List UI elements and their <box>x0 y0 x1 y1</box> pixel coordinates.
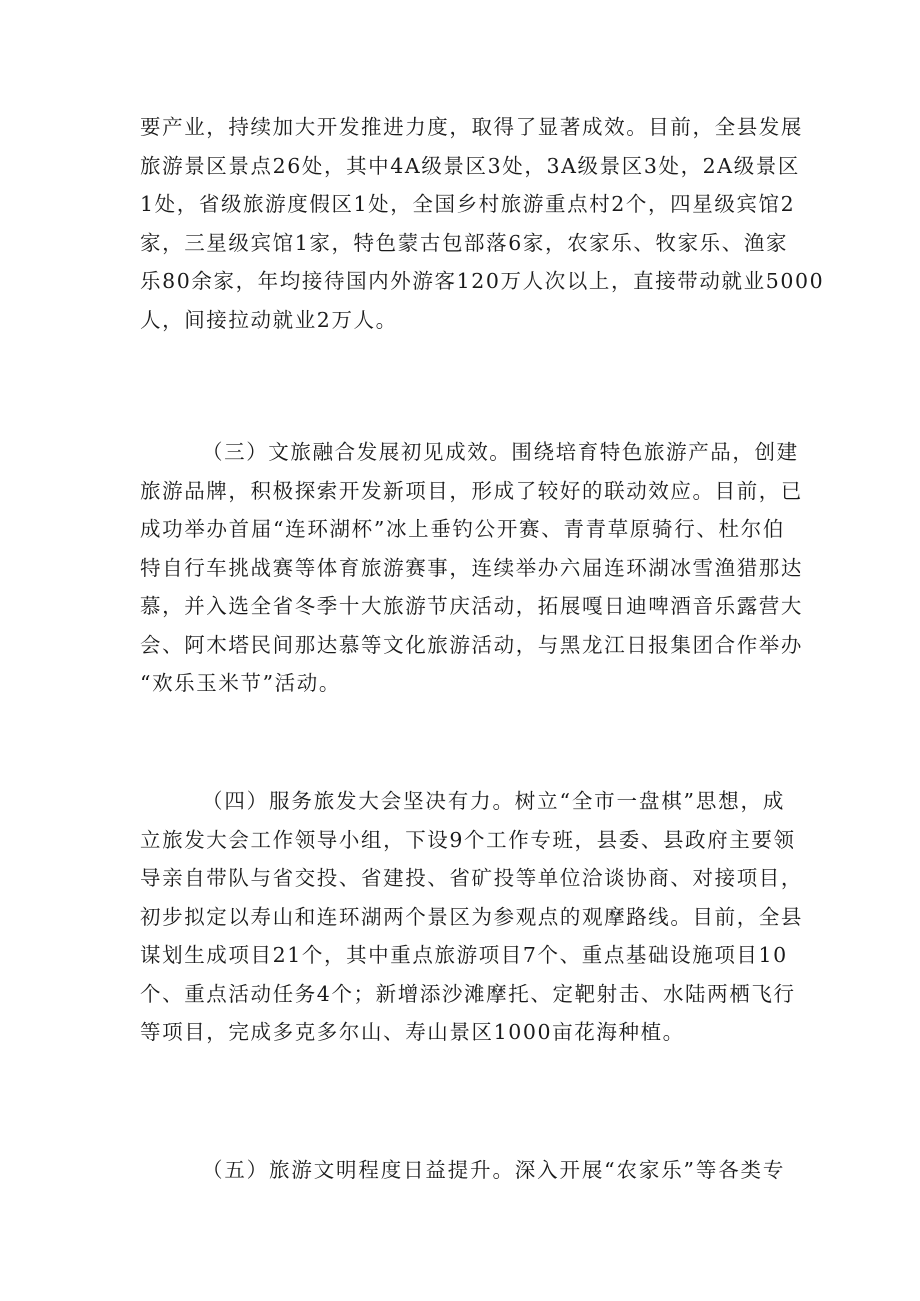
text-line: 初步拟定以寿山和连环湖两个景区为参观点的观摩路线。目前，全县 <box>140 904 803 929</box>
text-line: 家，三星级宾馆1家，特色蒙古包部落6家，农家乐、牧家乐、渔家 <box>140 230 789 255</box>
paragraph-section-3 <box>140 433 803 703</box>
text-line: 要产业，持续加大开发推进力度，取得了显著成效。目前，全县发展 <box>140 115 803 139</box>
text-line: “欢乐玉米节”活动。 <box>140 671 341 695</box>
text-line: 个、重点活动任务4个；新增添沙滩摩托、定靶射击、水陆两栖飞行 <box>140 981 796 1006</box>
text-line: 1处，省级旅游度假区1处，全国乡村旅游重点村2个，四星级宾馆2 <box>140 192 796 216</box>
text-line: 慕，并入选全省冬季十大旅游节庆活动，拓展嘎日迪啤酒音乐露营大 <box>140 594 803 618</box>
section-heading-line: （五）旅游文明程度日益提升。深入开展“农家乐”等各类专 <box>202 1158 785 1182</box>
text-line: 立旅发大会工作领导小组，下设9个工作专班，县委、县政府主要领 <box>140 827 796 852</box>
text-line: 成功举办首届“连环湖杯”冰上垂钓公开赛、青青草原骑行、杜尔伯 <box>140 517 785 541</box>
text-line: 乐80余家，年均接待国内外游客120万人次以上，直接带动就业5000 <box>140 269 825 293</box>
text-line: 人，间接拉动就业2万人。 <box>140 307 398 332</box>
text-line: 特自行车挑战赛等体育旅游赛事，连续举办六届连环湖冰雪渔猎那达 <box>140 555 803 580</box>
paragraph-tourism-industry <box>140 108 825 339</box>
text-line: 旅游品牌，积极探索开发新项目，形成了较好的联动效应。目前，已 <box>140 478 803 503</box>
section-heading-line: （四）服务旅发大会坚决有力。树立“全市一盘棋”思想，成 <box>202 789 785 813</box>
text-line: 导亲自带队与省交投、省建投、省矿投等单位洽谈协商、对接项目， <box>140 866 803 890</box>
text-line: 旅游景区景点26处，其中4A级景区3处，3A级景区3处，2A级景区 <box>140 153 801 178</box>
section-heading-line: （三）文旅融合发展初见成效。围绕培育特色旅游产品，创建 <box>202 440 799 464</box>
paragraph-section-5 <box>140 1151 785 1190</box>
text-line: 会、阿木塔民间那达慕等文化旅游活动，与黑龙江日报集团合作举办 <box>140 632 803 657</box>
text-line: 谋划生成项目21个，其中重点旅游项目7个、重点基础设施项目10 <box>140 943 788 967</box>
paragraph-section-4 <box>140 782 803 1052</box>
text-line: 等项目，完成多克多尔山、寿山景区1000亩花海种植。 <box>140 1020 685 1044</box>
